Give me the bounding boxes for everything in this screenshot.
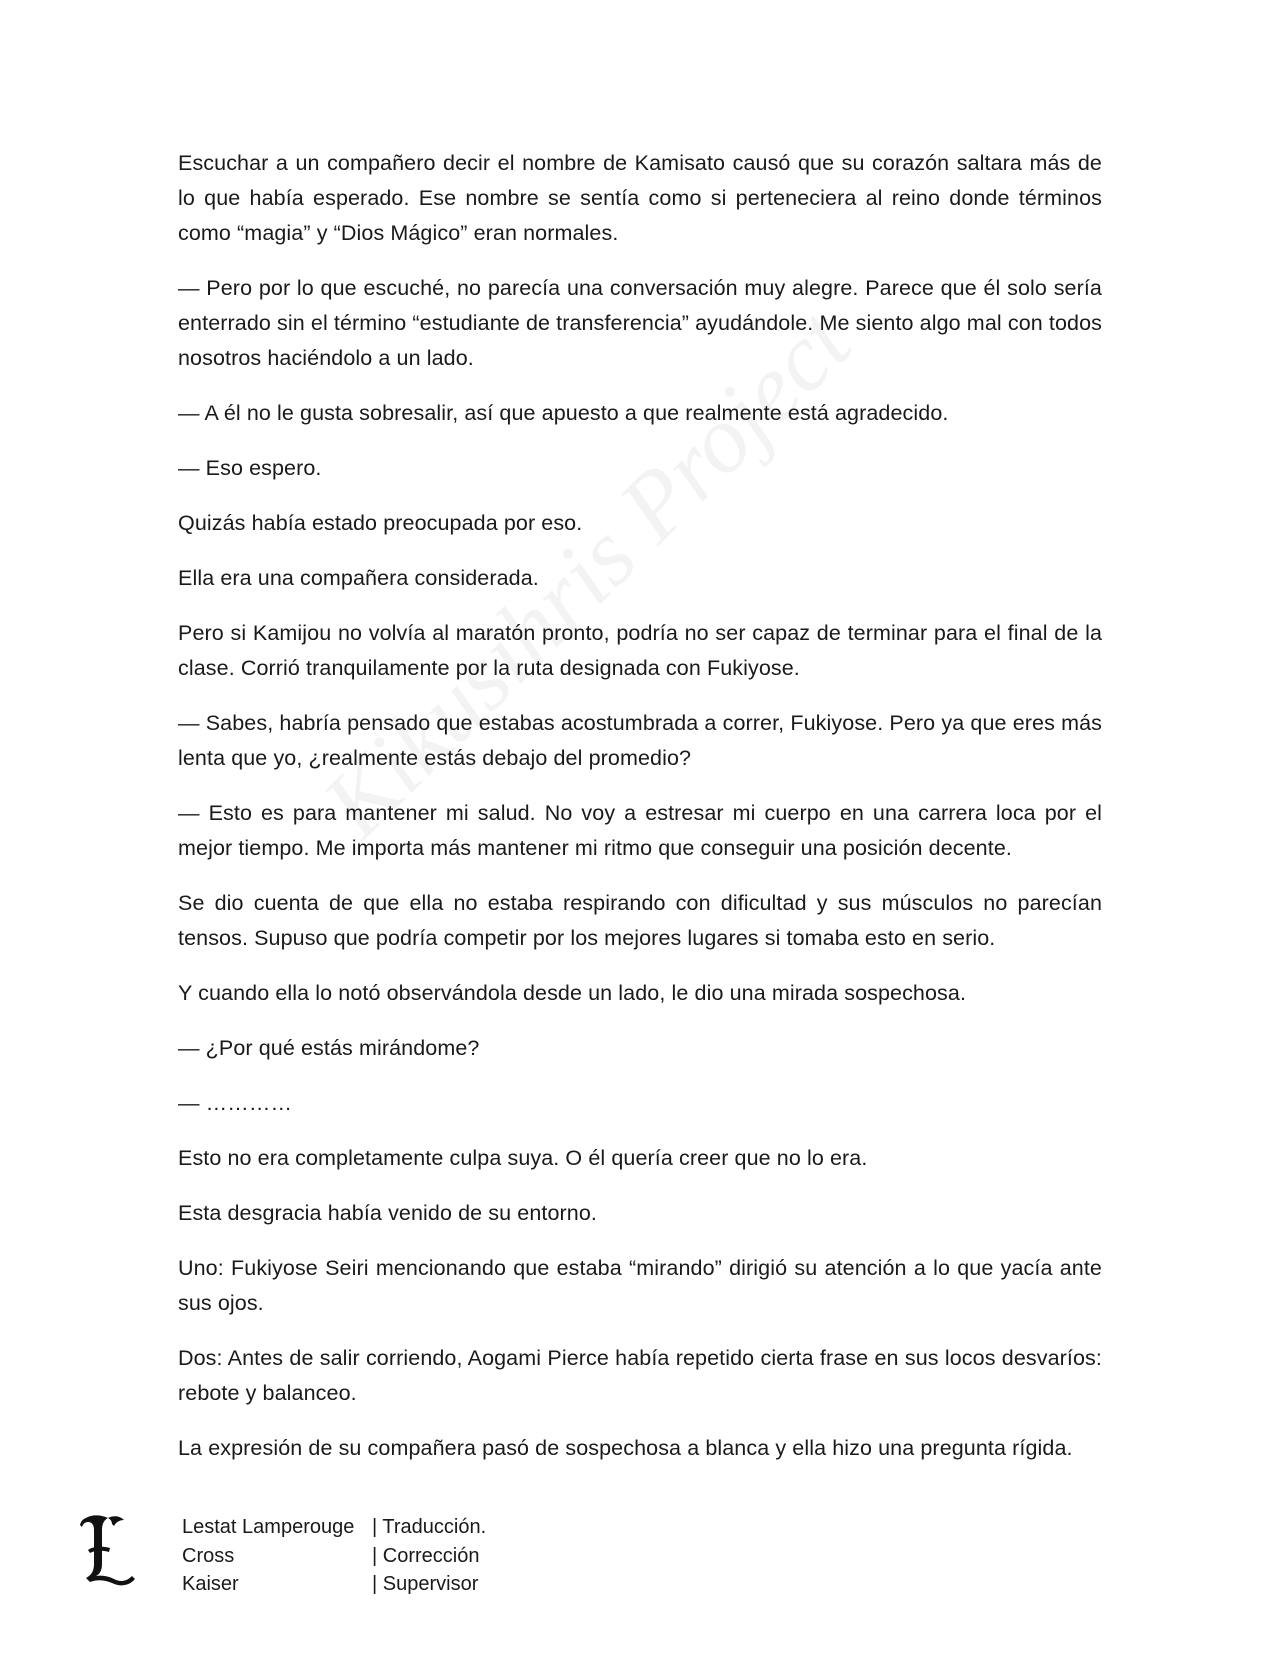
credit-role: | Traducción. xyxy=(372,1516,487,1538)
paragraph: — ………… xyxy=(178,1091,293,1115)
credit-role: | Corrección xyxy=(372,1544,480,1567)
paragraph: Dos: Antes de salir corriendo, Aogami Pierce había repetido cierta frase en sus locos desvaríos: rebote y balanceo. xyxy=(178,1346,1102,1405)
paragraph: Pero si Kamijou no volvía al maratón pronto, podría no ser capaz de terminar para el final de la clase. Corrió tranquilamente por la ruta designada con Fukiyose. xyxy=(178,621,1102,680)
paragraph: — A él no le gusta sobresalir, así que apuesto a que realmente está agradecido. xyxy=(178,401,949,425)
paragraph: Esto no era completamente culpa suya. O él quería creer que no lo era. xyxy=(178,1146,868,1170)
paragraph: La expresión de su compañera pasó de sospechosa a blanca y ella hizo una pregunta rígida. xyxy=(178,1436,1073,1460)
credit-name: Kaiser xyxy=(182,1573,239,1595)
credit-name: Lestat Lamperouge xyxy=(182,1516,355,1538)
paragraph: Y cuando ella lo notó observándola desde un lado, le dio una mirada sospechosa. xyxy=(178,981,967,1005)
gothic-letter-l-logo-icon xyxy=(78,1512,138,1586)
paragraph: Escuchar a un compañero decir el nombre de Kamisato causó que su corazón saltara más de lo que había esperado. Ese nombre se sentía como si perteneciera al reino donde términos como “magia” y “Dios Mágico” eran normales. xyxy=(178,151,1102,245)
credit-row xyxy=(182,1513,486,1542)
credit-name: Cross xyxy=(182,1544,235,1567)
paragraph: Ella era una compañera considerada. xyxy=(178,566,539,590)
body-text xyxy=(178,146,1102,1486)
credit-role: | Supervisor xyxy=(372,1573,479,1595)
paragraph: Esta desgracia había venido de su entorno. xyxy=(178,1201,597,1225)
paragraph: Uno: Fukiyose Seiri mencionando que estaba “mirando” dirigió su atención a lo que yacía ante sus ojos. xyxy=(178,1256,1102,1315)
credit-row xyxy=(182,1542,486,1571)
credit-row xyxy=(182,1570,486,1599)
paragraph: — ¿Por qué estás mirándome? xyxy=(178,1036,480,1060)
paragraph: — Pero por lo que escuché, no parecía una conversación muy alegre. Parece que él solo sería enterrado sin el término “estudiante de transferencia” ayudándole. Me siento algo mal con todos nosotros haciéndolo a un lado. xyxy=(178,276,1102,370)
paragraph: Quizás había estado preocupada por eso. xyxy=(178,511,583,535)
paragraph: — Sabes, habría pensado que estabas acostumbrada a correr, Fukiyose. Pero ya que eres más lenta que yo, ¿realmente estás debajo del promedio? xyxy=(178,711,1102,770)
paragraph: — Eso espero. xyxy=(178,456,322,480)
paragraph: — Esto es para mantener mi salud. No voy a estresar mi cuerpo en una carrera loca por el mejor tiempo. Me importa más mantener mi ritmo que conseguir una posición decente. xyxy=(178,801,1102,860)
credits-block xyxy=(182,1513,486,1599)
paragraph: Se dio cuenta de que ella no estaba respirando con dificultad y sus músculos no parecían tensos. Supuso que podría competir por los mejores lugares si tomaba esto en serio. xyxy=(178,891,1102,950)
